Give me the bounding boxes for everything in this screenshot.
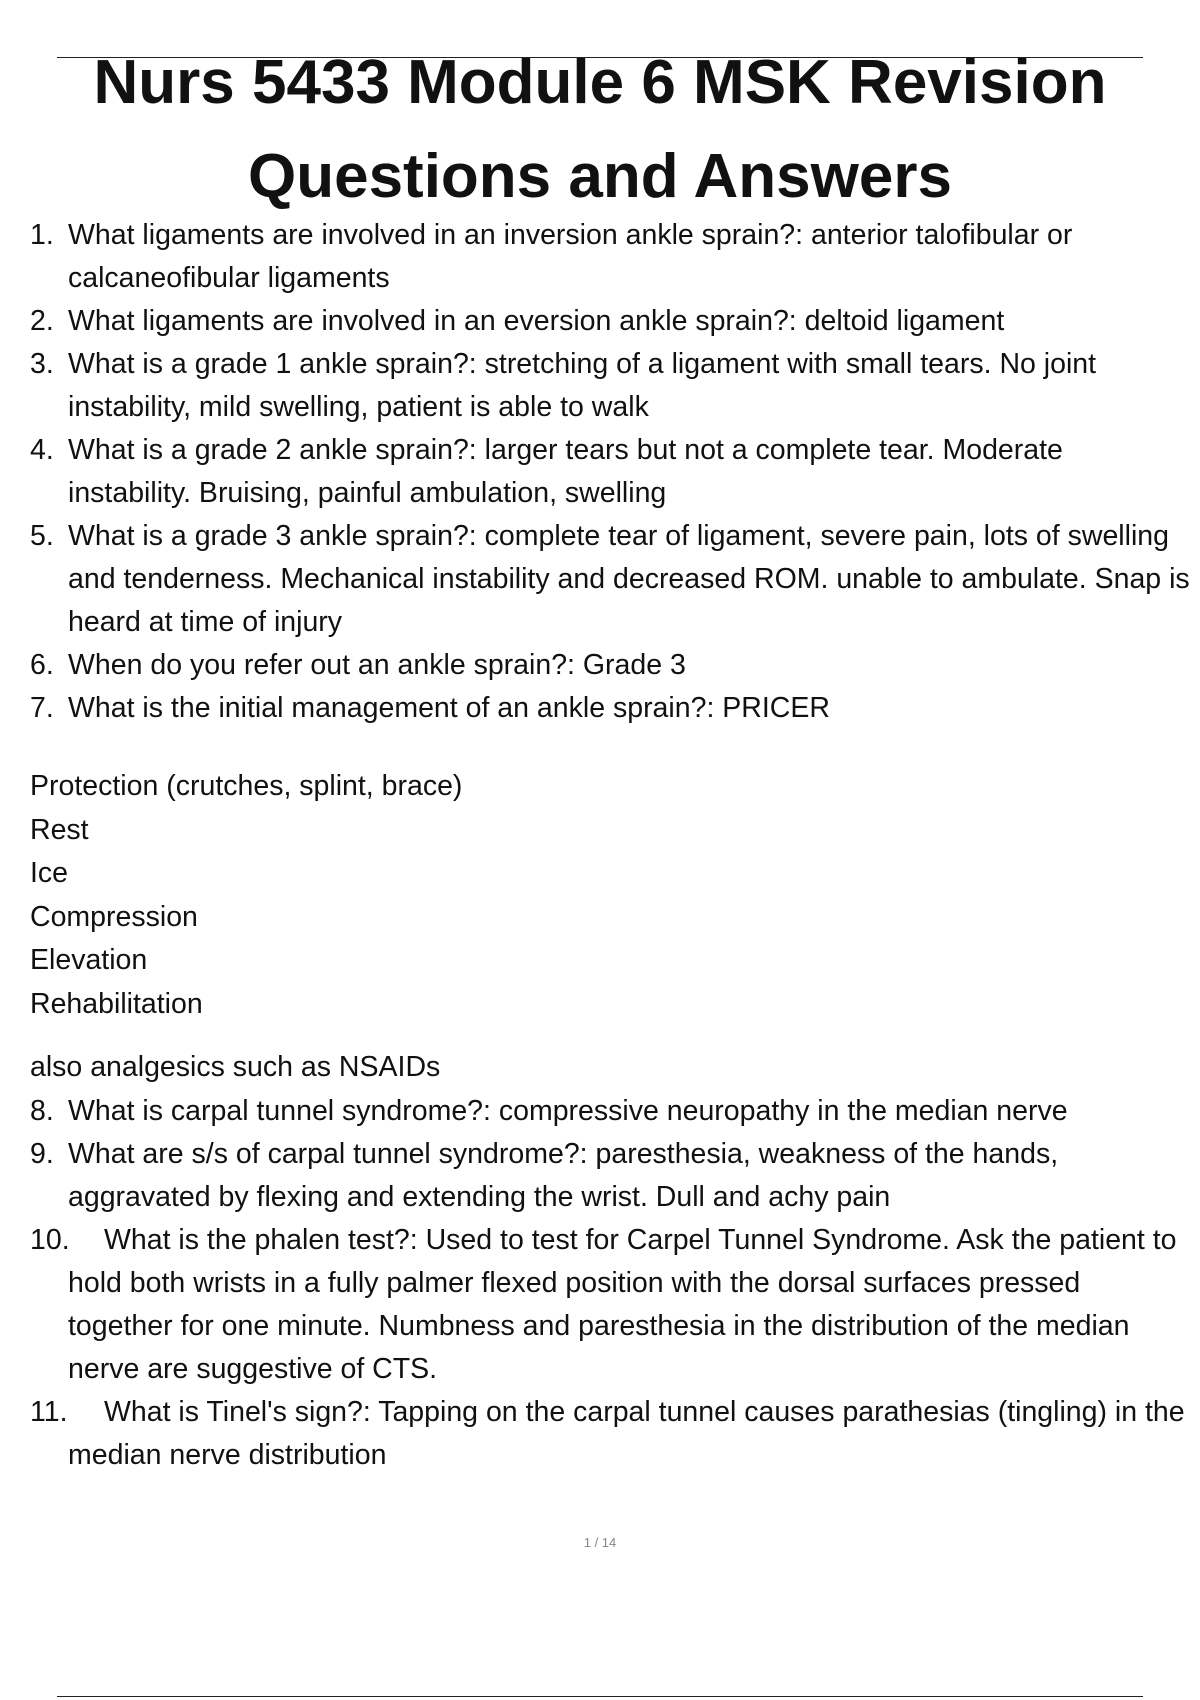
item-number: 5. xyxy=(30,520,54,552)
item-number: 1. xyxy=(30,219,54,251)
qa-list-1 xyxy=(30,214,1190,730)
pricer-line: Rest xyxy=(30,813,89,846)
pricer-line: Ice xyxy=(30,857,69,889)
bottom-rule xyxy=(57,1696,1143,1697)
pricer-line: Protection (crutches, splint, brace) xyxy=(30,770,463,802)
pricer-line: Rehabilitation xyxy=(30,987,203,1020)
also-note: also analgesics such as NSAIDs xyxy=(30,1051,441,1083)
qa-item xyxy=(30,1219,1190,1391)
item-number: 6. xyxy=(30,649,54,681)
qa-item xyxy=(30,343,1190,429)
item-text: What is the phalen test?: Used to test for Carpel Tunnel Syndrome. Ask the patient to hold both wrists in a fully palmer flexed position with the dorsal surfaces pressed together for one minute. Numbness and paresthesia in the distribution of the median nerve are suggestive of CTS. xyxy=(68,1223,1177,1385)
qa-item xyxy=(30,429,1190,515)
spacer xyxy=(30,730,1190,765)
qa-item xyxy=(30,515,1190,644)
qa-item xyxy=(30,1391,1190,1477)
qa-item xyxy=(30,214,1190,300)
qa-item xyxy=(30,1133,1190,1219)
spacer xyxy=(30,1026,1190,1046)
qa-item xyxy=(30,644,1190,687)
item-text: What is a grade 2 ankle sprain?: larger tears but not a complete tear. Moderate instability. Bruising, painful ambulation, swelling xyxy=(68,434,1063,509)
item-text: What ligaments are involved in an inversion ankle sprain?: anterior talofibular or calcaneofibular ligaments xyxy=(68,219,1073,294)
item-number: 9. xyxy=(30,1137,54,1170)
item-text: When do you refer out an ankle sprain?: Grade 3 xyxy=(68,649,686,681)
qa-list-2 xyxy=(30,1090,1190,1477)
page-indicator: 1 / 14 xyxy=(583,1535,617,1550)
page-title: Nurs 5433 Module 6 MSK Revision Questions and Answers xyxy=(93,48,1107,211)
item-number: 10. xyxy=(30,1223,70,1256)
item-number: 2. xyxy=(30,305,54,337)
document-body xyxy=(30,214,1190,1477)
item-text: What is the initial management of an ankle sprain?: PRICER xyxy=(68,692,830,724)
item-text: What is carpal tunnel syndrome?: compressive neuropathy in the median nerve xyxy=(68,1094,1068,1127)
item-text: What ligaments are involved in an eversion ankle sprain?: deltoid ligament xyxy=(68,305,1005,337)
qa-item xyxy=(30,1090,1190,1133)
item-text: What is a grade 3 ankle sprain?: complete tear of ligament, severe pain, lots of swelling and tenderness. Mechanical instability and decreased ROM. unable to ambulate. Snap is heard at time of injury xyxy=(68,520,1190,638)
item-text: What is Tinel's sign?: Tapping on the carpal tunnel causes parathesias (tingling) in the median nerve distribution xyxy=(68,1395,1185,1471)
item-number: 3. xyxy=(30,348,54,380)
item-number: 7. xyxy=(30,692,54,724)
item-number: 4. xyxy=(30,434,54,466)
qa-item xyxy=(30,687,1190,730)
pricer-line: Elevation xyxy=(30,944,148,976)
item-text: What are s/s of carpal tunnel syndrome?: paresthesia, weakness of the hands, aggravated by flexing and extending the wrist. Dull and achy pain xyxy=(68,1137,1059,1213)
item-text: What is a grade 1 ankle sprain?: stretching of a ligament with small tears. No joint instability, mild swelling, patient is able to walk xyxy=(68,348,1097,423)
item-number: 11. xyxy=(30,1395,68,1428)
qa-item xyxy=(30,300,1190,343)
pricer-list xyxy=(30,765,1190,1026)
pricer-line: Compression xyxy=(30,900,198,933)
item-number: 8. xyxy=(30,1094,54,1127)
